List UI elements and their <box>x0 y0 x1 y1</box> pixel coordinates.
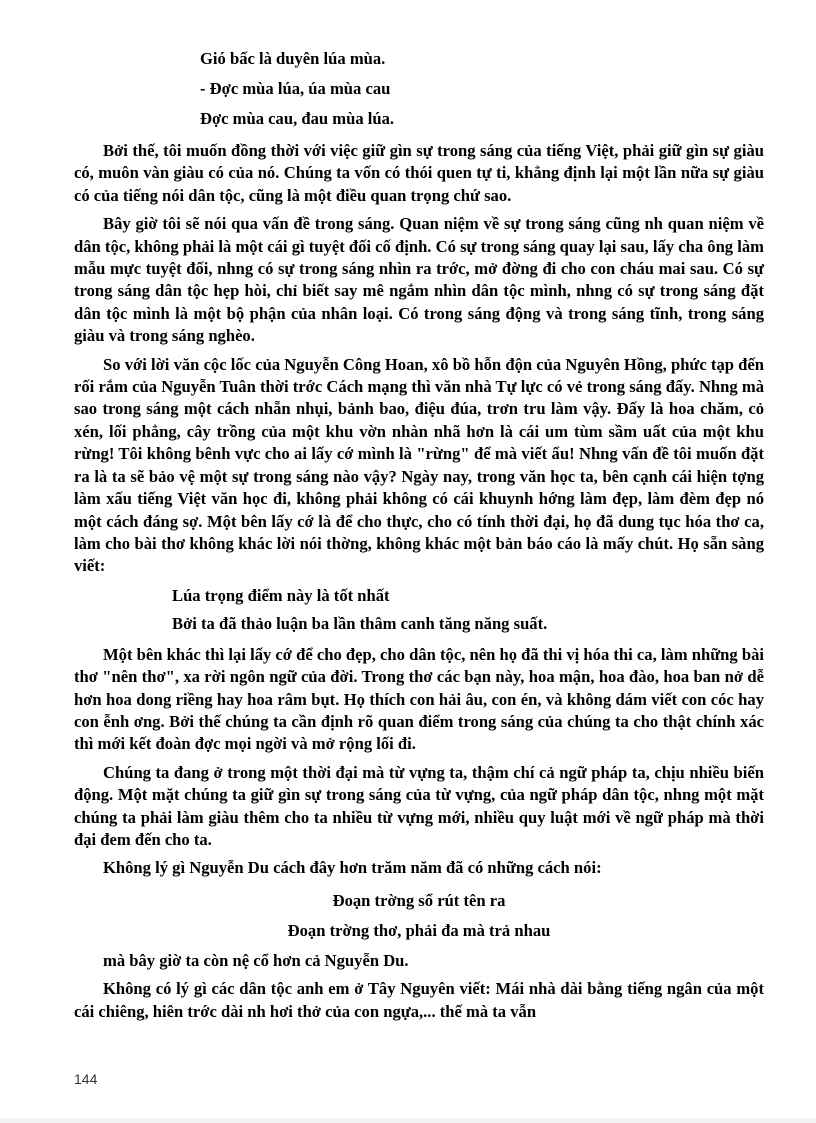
verse-line: Lúa trọng điểm này là tốt nhất <box>172 585 390 605</box>
paragraph: Không lý gì Nguyễn Du cách đây hơn trăm năm đã có những cách nói: <box>103 858 602 878</box>
paragraph: So với lời văn cộc lốc của Nguyễn Công Hoan, xô bồ hỗn độn của Nguyên Hồng, phức tạp đến rối rắm của Nguyễn Tuân thời trớc Cách mạng thì văn nhà Tự lực có vẻ trong sáng đấy. Nhng mà sao trong sáng một cách nhẵn nhụi, bảnh bao, điệu đúa, trơn tru làm vậy. Đấy là hoa chăm, cỏ xén, lối phẳng, cây trồng của một khu vờn nhàn nhã hơn là cái um tùm sầm uất của một khu rừng! Tôi không bênh vực cho ai lấy cớ mình là "rừng" để mà viết ẩu! Nhng vấn đề tôi muốn đặt ra là ta sẽ bảo vệ một sự trong sáng nào vậy? Ngày nay, trong văn học ta, bên cạnh cái hiện tợng làm xấu tiếng Việt văn học đi, không phải không có cái khuynh hớng làm đẹp, làm đèm đẹp nó một cách đáng sợ. Một bên lấy cớ là để cho thực, cho có tính thời đại, họ đã dung tục hóa thơ ca, làm cho bài thơ không khác lời nói thờng, không khác một bản báo cáo là mấy chút. Họ sẵn sàng viết: <box>74 354 764 576</box>
verse-line: Đoạn trờng sổ rút tên ra <box>332 890 506 910</box>
verse-line: Đoạn trờng thơ, phải đa mà trả nhau <box>287 920 551 940</box>
page-number: 144 <box>74 1071 98 1087</box>
verse-line: Bởi ta đã thảo luận ba lần thâm canh tăng năng suất. <box>172 613 548 633</box>
paragraph: Một bên khác thì lại lấy cớ để cho đẹp, cho dân tộc, nên họ đã thi vị hóa thi ca, làm những bài thơ "nên thơ", xa rời ngôn ngữ của đời. Trong thơ các bạn này, hoa mận, hoa đào, hoa ban nở dễ hơn hoa dong riềng hay hoa râm bụt. Họ thích con hải âu, con én, và không dám viết con cóc hay con ễnh ơng. Bởi thế chúng ta cần định rõ quan điểm trong sáng của chúng ta cho thật chính xác thì mới kết đoàn đợc mọi ngời và mở rộng lối đi. <box>74 644 764 754</box>
verse-line: - Đợc mùa lúa, úa mùa cau <box>200 79 391 98</box>
verse-line: Đợc mùa cau, đau mùa lúa. <box>200 109 395 128</box>
paragraph: Chúng ta đang ở trong một thời đại mà từ vựng ta, thậm chí cả ngữ pháp ta, chịu nhiều biến động. Một mặt chúng ta giữ gìn sự trong sáng của từ vựng, của ngữ pháp dân tộc, nhng một mặt chúng ta phải làm giàu thêm cho ta nhiều từ vựng mới, nhiều quy luật mới về ngữ pháp mà thời đại đem đến cho ta. <box>74 762 764 849</box>
paragraph: Bởi thế, tôi muốn đồng thời với việc giữ gìn sự trong sáng của tiếng Việt, phải giữ gìn sự giàu có, muôn vàn giàu có của nó. Chúng ta vốn có thói quen tự ti, khẳng định lại một lần nữa sự giàu có của tiếng nói dân tộc, cũng là một điều quan trọng chứ sao. <box>74 141 764 205</box>
paragraph: Bây giờ tôi sẽ nói qua vấn đề trong sáng. Quan niệm về sự trong sáng cũng nh quan niệm về dân tộc, không phải là một cái gì tuyệt đối cố định. Có sự trong sáng quay lại sau, lấy cha ông làm mẫu mực tuyệt đối, nhng có sự trong sáng nhìn ra trớc, mở đờng đi cho con cháu mai sau. Có sự trong sáng dân tộc hẹp hòi, chỉ biết say mê ngắm nhìn dân tộc mình, nhng có sự trong sáng đặt dân tộc mình là một bộ phận của nhân loại. Có trong sáng động và trong sáng tĩnh, trong sáng giàu và trong sáng nghèo. <box>74 214 764 346</box>
paragraph: Không có lý gì các dân tộc anh em ở Tây Nguyên viết: Mái nhà dài bằng tiếng ngân của một cái chiêng, hiên trớc dài nh hơi thở của con ngựa,... thế mà ta vẫn <box>74 979 764 1021</box>
continuation-line: mà bây giờ ta còn nệ cổ hơn cả Nguyễn Du. <box>103 950 409 970</box>
page-body <box>74 44 764 1023</box>
verse-line: Gió bấc là duyên lúa mùa. <box>200 49 386 68</box>
page-bottom-edge <box>0 1118 816 1123</box>
